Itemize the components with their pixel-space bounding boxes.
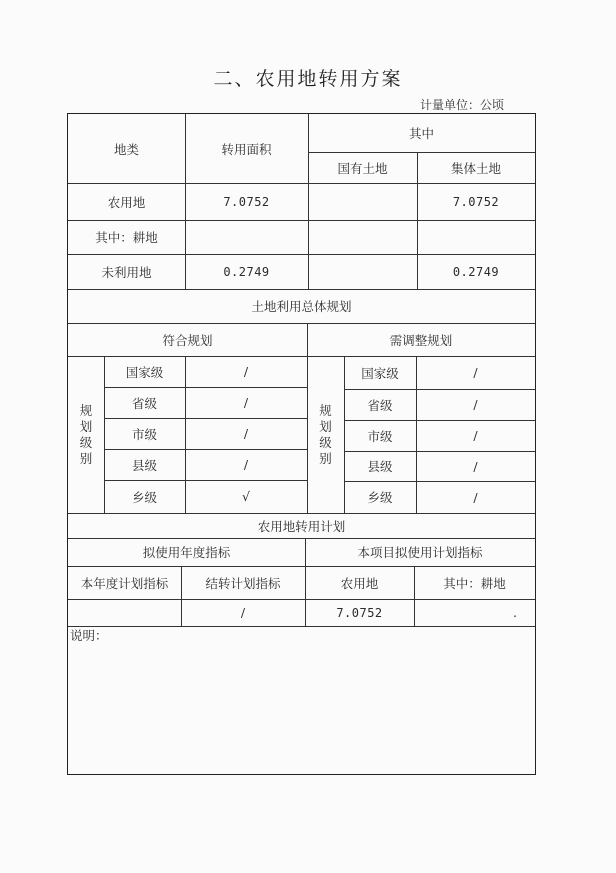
annual-indicator-label: 拟使用年度指标: [142, 545, 231, 560]
row-cultivated-label: 其中：耕地: [95, 230, 158, 245]
left-level-name: 国家级: [125, 364, 164, 380]
row-farmland-state: [308, 183, 417, 220]
header-collective-land: 集体土地: [450, 160, 501, 176]
conversion-plan-title: 农用地转用计划: [257, 518, 346, 534]
header-land-type: 地类: [113, 141, 139, 157]
right-level-value: /: [473, 397, 478, 412]
value-farmland: 7.0752: [336, 605, 383, 620]
col-cultivated: 其中：耕地: [443, 575, 506, 591]
conversion-plan-table: [67, 113, 536, 775]
col-farmland: 农用地: [340, 575, 379, 591]
header-state-land: 国有土地: [337, 160, 388, 176]
row-unused-label: 未利用地: [101, 264, 152, 280]
left-level-value: /: [243, 395, 249, 410]
header-converted-area: 转用面积: [221, 141, 272, 157]
value-cultivated: .: [513, 605, 517, 620]
planning-title: 土地利用总体规划: [251, 299, 352, 314]
right-level-name: 省级: [367, 397, 393, 413]
note-label: 说明：: [70, 628, 108, 643]
value-year-plan: [68, 599, 181, 626]
row-cultivated-area: [185, 220, 308, 254]
left-level-name: 市级: [131, 426, 157, 442]
right-level-name: 乡级: [367, 490, 393, 505]
row-cultivated-state: [308, 220, 417, 254]
left-level-value: /: [243, 364, 249, 379]
page-title: 二、农用地转用方案: [213, 68, 403, 90]
row-unused-state: [308, 254, 417, 289]
left-level-value: /: [243, 426, 249, 441]
right-level-name: 市级: [367, 428, 393, 444]
right-level-value: /: [473, 365, 478, 380]
row-farmland-label: 农用地: [107, 194, 146, 210]
right-level-side-label: [307, 356, 344, 513]
project-indicator-label: 本项目拟使用计划指标: [357, 545, 483, 560]
right-level-side-text: 规划级别: [319, 402, 332, 466]
left-level-side-label: [68, 356, 104, 513]
left-level-value: /: [243, 457, 249, 472]
row-farmland-area: 7.0752: [223, 194, 270, 209]
left-level-name: 省级: [131, 395, 157, 411]
right-level-value: /: [473, 489, 478, 505]
unit-label: 计量单位：公顷: [420, 98, 505, 112]
row-unused-area: 0.2749: [223, 264, 270, 279]
value-carryover: /: [240, 605, 246, 620]
right-level-name: 县级: [367, 459, 393, 474]
row-unused-collective: 0.2749: [452, 264, 500, 279]
row-cultivated-collective: [417, 220, 535, 254]
left-level-value: √: [242, 489, 250, 504]
header-of-which: 其中: [408, 126, 434, 141]
right-level-value: /: [473, 458, 478, 474]
col-year-plan: 本年度计划指标: [80, 575, 169, 591]
right-level-value: /: [473, 428, 478, 443]
row-farmland-collective: 7.0752: [452, 194, 500, 209]
left-level-name: 乡级: [131, 489, 157, 505]
left-level-side-text: 规划级别: [79, 402, 93, 466]
left-level-name: 县级: [131, 457, 157, 473]
right-level-name: 国家级: [361, 365, 399, 381]
adjust-label: 需调整规划: [389, 332, 453, 348]
compliant-label: 符合规划: [162, 332, 213, 348]
col-carryover: 结转计划指标: [205, 575, 281, 591]
